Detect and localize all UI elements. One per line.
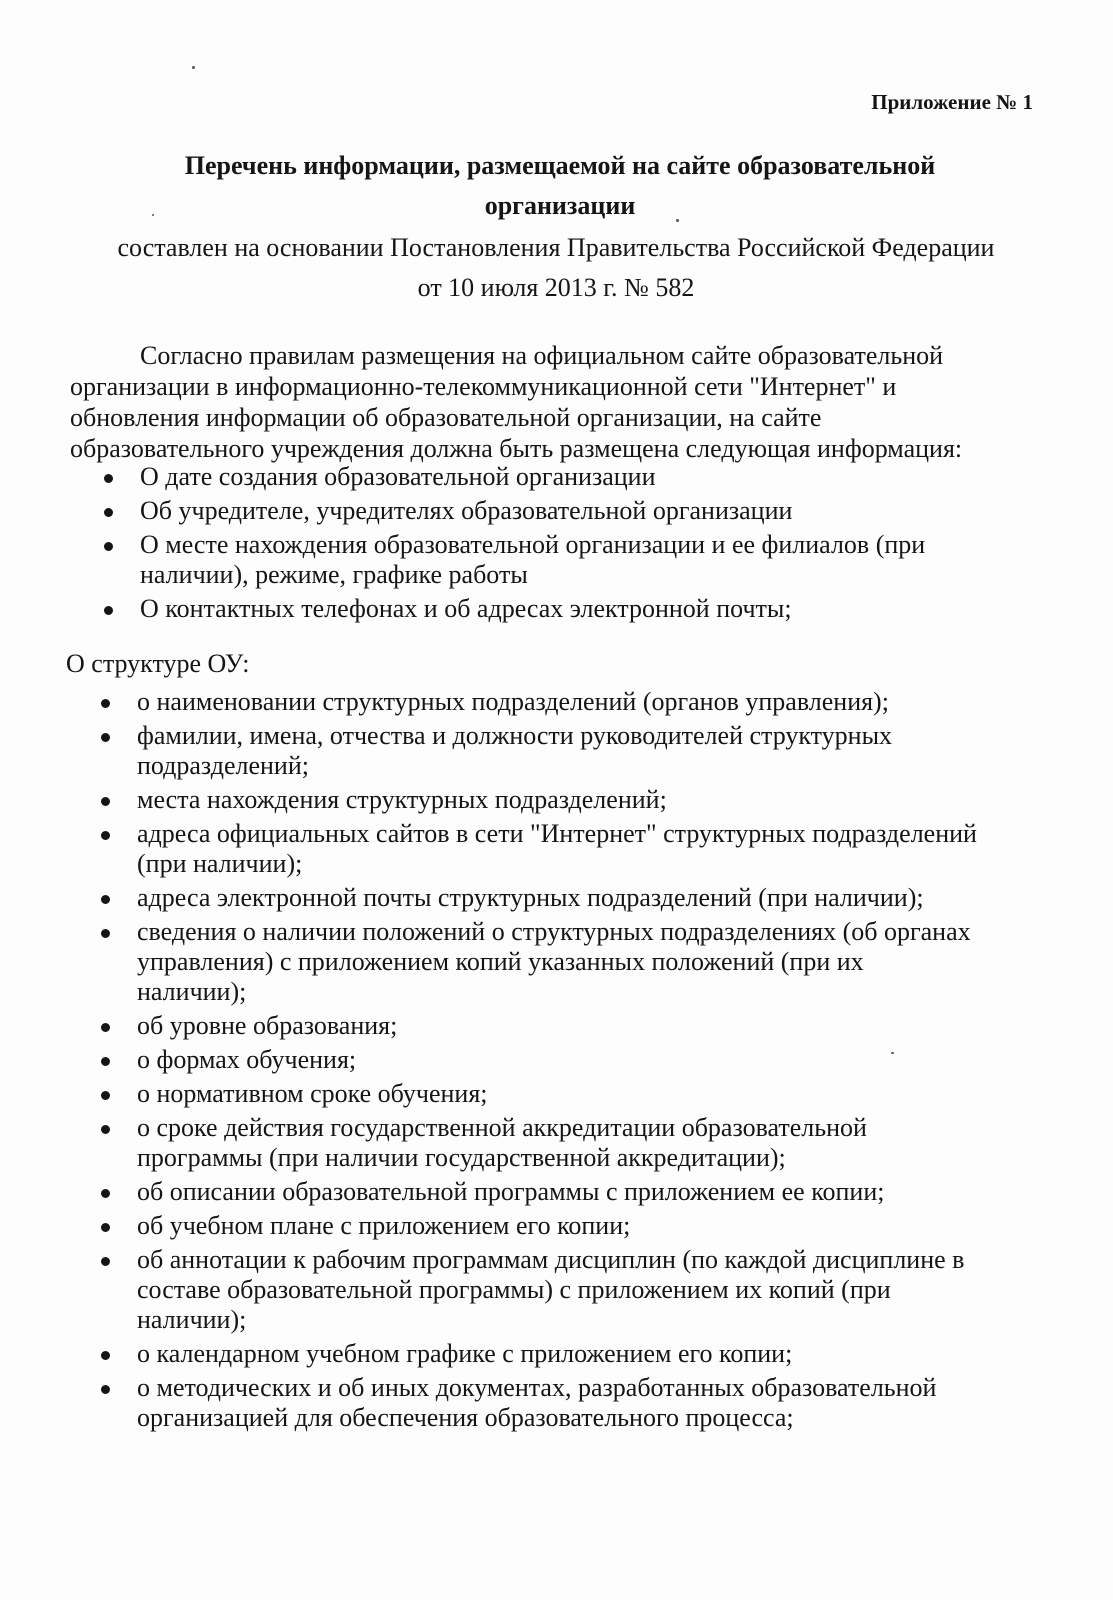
bullet-icon [104, 542, 113, 551]
bullet-icon [101, 895, 110, 904]
list-item [104, 530, 1064, 590]
bullet-icon [101, 831, 110, 840]
bullet-icon [101, 1023, 110, 1032]
list-item [101, 1177, 1061, 1207]
bullet-icon [101, 699, 110, 708]
list-item-text: управления) с приложением копий указанных положений (при их [137, 947, 864, 976]
list-item-text: О месте нахождения образовательной организации и ее филиалов (при [140, 530, 926, 559]
intro-line: Согласно правилам размещения на официальном сайте образовательной [140, 341, 944, 370]
intro-line: обновления информации об образовательной организации, на сайте [70, 403, 822, 432]
bullet-icon [101, 929, 110, 938]
list-item [101, 1011, 1061, 1041]
list-item-text: сведения о наличии положений о структурных подразделениях (об органах [137, 917, 971, 946]
list-item-text: наличии); [137, 1305, 247, 1334]
scan-speck [192, 66, 195, 69]
bullet-icon [101, 1223, 110, 1232]
intro-line: образовательного учреждения должна быть размещена следующая информация: [70, 434, 963, 463]
bullet-icon [101, 733, 110, 742]
list-item [101, 1373, 1061, 1433]
bullet-icon [101, 1125, 110, 1134]
list-item [101, 785, 1061, 815]
list-item [104, 594, 1064, 624]
list-item-text: наличии), режиме, графике работы [140, 560, 528, 589]
document-title-line-2: организации [484, 191, 636, 220]
list-item-text: об учебном плане с приложением его копии; [137, 1211, 631, 1240]
list-item-text: адреса официальных сайтов в сети "Интернет" структурных подразделений [137, 819, 977, 848]
bullet-icon [101, 1091, 110, 1100]
list-item [104, 496, 1064, 526]
list-item-text: места нахождения структурных подразделений; [137, 785, 667, 814]
list-item-text: об описании образовательной программы с приложением ее копии; [137, 1177, 885, 1206]
list-item [101, 1211, 1061, 1241]
bullet-icon [104, 606, 113, 615]
list-item-text: О дате создания образовательной организации [140, 462, 656, 491]
list-item-text: о сроке действия государственной аккредитации образовательной [137, 1113, 867, 1142]
appendix-label: Приложение № 1 [871, 90, 1033, 114]
list-item-text: адреса электронной почты структурных подразделений (при наличии); [137, 883, 924, 912]
list-item [101, 687, 1061, 717]
bullet-icon [101, 1385, 110, 1394]
structure-heading: О структуре ОУ: [66, 649, 250, 678]
intro-line: организации в информационно-телекоммуникационной сети "Интернет" и [70, 372, 897, 401]
list-item-text: об аннотации к рабочим программам дисциплин (по каждой дисциплине в [137, 1245, 965, 1274]
list-item [101, 1113, 1061, 1173]
list-item-text: о нормативном сроке обучения; [137, 1079, 488, 1108]
bullet-icon [101, 1057, 110, 1066]
bullet-icon [101, 797, 110, 806]
list-item [101, 1245, 1061, 1335]
list-item-text: о наименовании структурных подразделений (органов управления); [137, 687, 889, 716]
list-item-text: (при наличии); [137, 849, 303, 878]
list-item [104, 462, 1064, 492]
list-item [101, 1079, 1061, 1109]
bullet-icon [104, 508, 113, 517]
list-item [101, 1045, 1061, 1075]
list-item-text: составе образовательной программы) с приложением их копий (при [137, 1275, 891, 1304]
list-item-text: подразделений; [137, 751, 309, 780]
document-subtitle-line-1: составлен на основании Постановления Правительства Российской Федерации [117, 233, 995, 262]
bullet-icon [101, 1257, 110, 1266]
list-item-text: фамилии, имена, отчества и должности руководителей структурных [137, 721, 893, 750]
list-item [101, 721, 1061, 781]
general-info-list [104, 462, 1064, 628]
list-item-text: О контактных телефонах и об адресах электронной почты; [140, 594, 792, 623]
list-item [101, 883, 1061, 913]
document-title-line-1: Перечень информации, размещаемой на сайте образовательной [184, 151, 936, 180]
list-item-text: Об учредителе, учредителях образовательной организации [140, 496, 793, 525]
list-item-text: о календарном учебном графике с приложением его копии; [137, 1339, 793, 1368]
list-item-text: программы (при наличии государственной аккредитации); [137, 1143, 786, 1172]
list-item [101, 917, 1061, 1007]
list-item-text: наличии); [137, 977, 247, 1006]
list-item-text: об уровне образования; [137, 1011, 398, 1040]
list-item [101, 1339, 1061, 1369]
bullet-icon [104, 474, 113, 483]
document-subtitle-line-2: от 10 июля 2013 г. № 582 [417, 273, 695, 302]
structure-info-list [101, 687, 1061, 1437]
bullet-icon [101, 1351, 110, 1360]
list-item [101, 819, 1061, 879]
list-item-text: о методических и об иных документах, разработанных образовательной [137, 1373, 937, 1402]
list-item-text: организацией для обеспечения образовательного процесса; [137, 1403, 794, 1432]
bullet-icon [101, 1189, 110, 1198]
list-item-text: о формах обучения; [137, 1045, 357, 1074]
intro-paragraph [70, 340, 1030, 464]
